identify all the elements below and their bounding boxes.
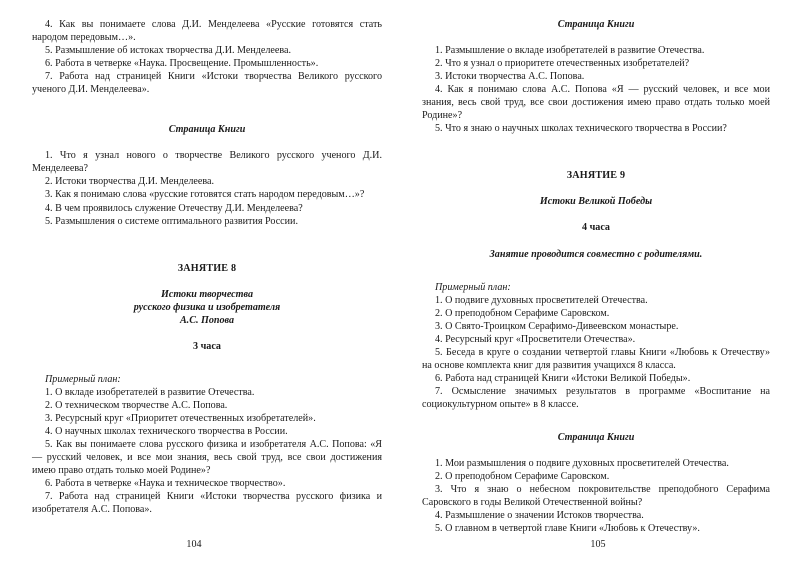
lesson-title-line-1: Истоки творчества [160, 288, 253, 300]
list-item: 2. О преподобном Серафиме Саровском. [435, 307, 610, 319]
list-item: 4. Размышление о значении Истоков творчества. [435, 510, 644, 522]
book-page-heading: Страница Книги [557, 19, 635, 30]
list-item: 5. О главном в четвертой главе Книги «Любовь к Отечеству». [435, 523, 700, 535]
spacer [32, 96, 382, 123]
lesson-hours: 3 часа [193, 340, 221, 352]
lesson-title-line-3: А.С. Попова [179, 314, 235, 326]
list-item: 7. Работа над страницей Книги «Истоки творчества русского физика и изобретателя А.С. Попова». [32, 491, 382, 516]
page-right [400, 0, 800, 566]
joint-session-note: Занятие проводится совместно с родителями. [489, 248, 703, 260]
list-item: 1. О вкладе изобретателей в развитие Отечества. [45, 386, 255, 398]
list-item: 2. Истоки творчества Д.И. Менделеева. [45, 176, 215, 188]
list-item: 7. Работа над страницей Книги «Истоки творчества Великого русского ученого Д.И. Менделеева». [32, 71, 382, 96]
spacer [32, 353, 382, 373]
page-right-text-column [422, 18, 770, 535]
spacer [422, 411, 770, 431]
list-item: 1. Размышление о вкладе изобретателей в развитие Отечества. [435, 45, 705, 57]
spacer [422, 235, 770, 248]
book-page-heading: Страница Книги [168, 124, 246, 136]
spacer [422, 261, 770, 281]
list-item: 2. О техническом творчестве А.С. Попова. [45, 399, 228, 411]
list-item: 1. Мои размышления о подвиге духовных просветителей Отечества. [435, 458, 729, 470]
spacer [32, 228, 382, 262]
list-item: 1. О подвиге духовных просветителей Отечества. [435, 294, 648, 306]
spacer [422, 444, 770, 457]
list-item: 3. Ресурсный круг «Приоритет отечественных изобретателей». [45, 412, 316, 424]
spacer [32, 327, 382, 340]
lesson-title: Истоки Великой Победы [539, 196, 653, 208]
page-left-text-column [32, 18, 382, 526]
list-item: 4. В чем проявилось служение Отечеству Д.И. Менделеева? [45, 202, 303, 214]
spacer [422, 31, 770, 44]
plan-label: Примерный план: [435, 281, 511, 293]
list-item: 4. Как я понимаю слова А.С. Попова «Я — русский человек, и все мои знания, весь свой труд, все свои достижения имею право отдать только моей Родине»? [422, 84, 770, 122]
book-page-heading: Страница Книги [557, 432, 635, 444]
list-item: 5. Размышления о системе оптимального развития России. [45, 215, 298, 227]
list-item: 6. Работа в четверке «Наука. Просвещение. Промышленность». [45, 58, 319, 70]
lesson-heading: ЗАНЯТИЕ 8 [177, 262, 237, 274]
page-number-right: 105 [590, 539, 606, 550]
list-item: 5. Беседа в круге о создании четвертой главы Книги «Любовь к Отечеству» на основе комплекта книг для развития учащихся 8 класса. [422, 346, 770, 371]
list-item: 2. Что я узнал о приоритете отечественных изобретателей? [435, 58, 690, 70]
spacer [422, 135, 770, 169]
spacer [422, 208, 770, 221]
list-item: 3. Истоки творчества А.С. Попова. [435, 71, 585, 83]
list-item: 3. Что я знаю о небесном покровительстве преподобного Серафима Саровского в годы Великой Отечественной войны? [422, 484, 770, 509]
list-item: 5. Что я знаю о научных школах технического творчества в России? [435, 123, 727, 135]
page-number-left: 104 [186, 539, 202, 550]
list-item: 6. Работа в четверке «Наука и техническое творчество». [45, 478, 286, 490]
list-item: 1. Что я узнал нового о творчестве Великого русского ученого Д.И. Менделеева? [32, 150, 382, 175]
list-item: 7. Осмысление значимых результатов в программе «Воспитание на социокультурном опыте» в 8 классе. [422, 385, 770, 410]
list-item: 4. Ресурсный круг «Просветители Отечества». [435, 333, 636, 345]
lesson-title-line-2: русского физика и изобретателя [133, 301, 281, 313]
list-item: 3. О Свято-Троицком Серафимо-Дивеевском монастыре. [435, 320, 679, 332]
list-item: 3. Как я понимаю слова «русские готовятся стать народом передовым…»? [45, 189, 365, 201]
lesson-heading: ЗАНЯТИЕ 9 [566, 170, 626, 182]
spacer [32, 136, 382, 149]
list-item: 4. О научных школах технического творчества в России. [45, 426, 288, 438]
plan-label: Примерный план: [45, 373, 121, 385]
list-item: 2. О преподобном Серафиме Саровском. [435, 471, 610, 483]
list-item: 4. Как вы понимаете слова Д.И. Менделеева «Русские готовятся стать народом передовым…». [32, 19, 382, 44]
lesson-hours: 4 часа [582, 222, 610, 234]
list-item: 6. Работа над страницей Книги «Истоки Великой Победы». [435, 372, 691, 384]
spacer [422, 182, 770, 195]
spacer [32, 275, 382, 288]
list-item: 5. Размышление об истоках творчества Д.И. Менделеева. [45, 45, 292, 57]
list-item: 5. Как вы понимаете слова русского физика и изобретателя А.С. Попова: «Я — русский человек, и все мои знания, весь свой труд, все свои достижения имею право отдать только моей Родине»? [32, 439, 382, 477]
